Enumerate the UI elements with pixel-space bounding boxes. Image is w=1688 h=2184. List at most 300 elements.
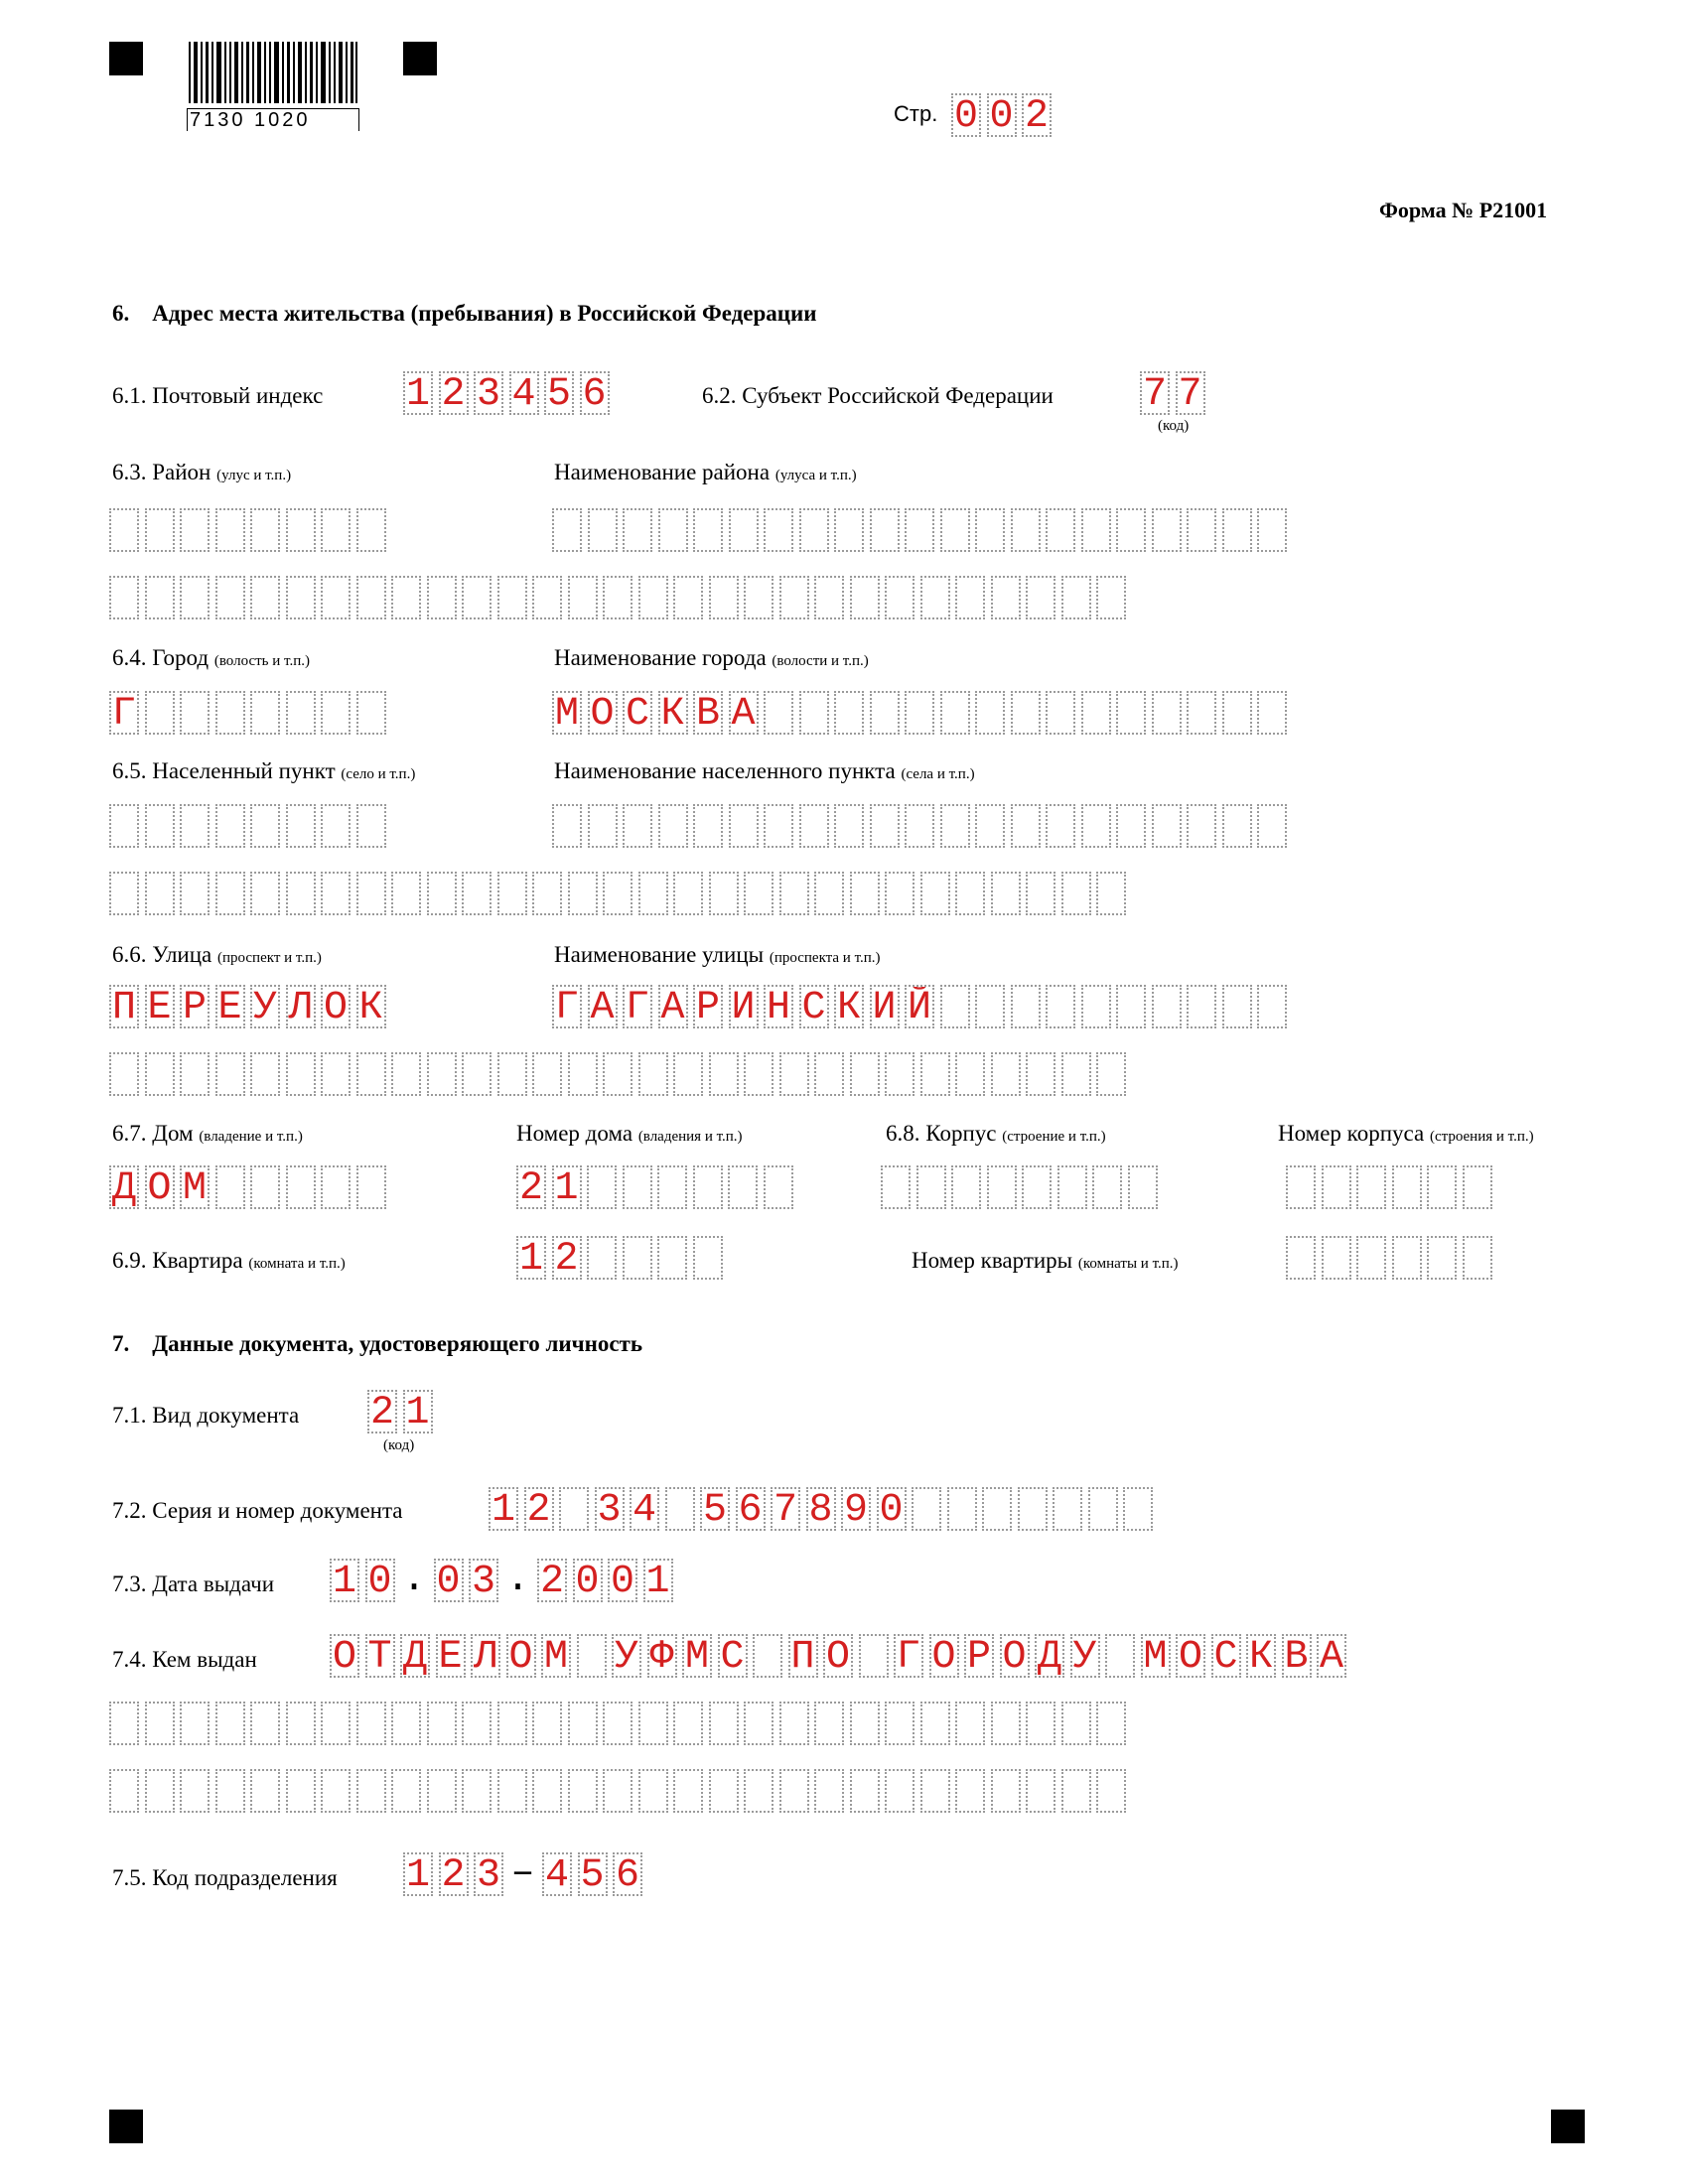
- character-cell[interactable]: [321, 1052, 351, 1096]
- character-cell[interactable]: [885, 1052, 914, 1096]
- date-digit-cell[interactable]: 0: [365, 1559, 395, 1602]
- character-cell[interactable]: [814, 1769, 844, 1813]
- character-cell[interactable]: [588, 508, 618, 552]
- character-cell[interactable]: [673, 1052, 703, 1096]
- character-cell[interactable]: [779, 1769, 809, 1813]
- date-digit-cell[interactable]: 0: [573, 1559, 603, 1602]
- character-cell[interactable]: С: [1211, 1634, 1241, 1678]
- character-cell[interactable]: 1: [552, 1165, 582, 1209]
- date-digit-cell[interactable]: 0: [434, 1559, 464, 1602]
- character-cell[interactable]: А: [729, 691, 759, 735]
- character-cell[interactable]: 9: [841, 1487, 871, 1531]
- character-cell[interactable]: [1096, 872, 1126, 915]
- character-cell[interactable]: [427, 576, 457, 619]
- character-cell[interactable]: [1427, 1165, 1457, 1209]
- character-cell[interactable]: [940, 508, 970, 552]
- character-cell[interactable]: [673, 872, 703, 915]
- character-cell[interactable]: [764, 508, 793, 552]
- character-cell[interactable]: [623, 508, 652, 552]
- character-cell[interactable]: Г: [109, 691, 139, 735]
- character-cell[interactable]: О: [145, 1165, 175, 1209]
- character-cell[interactable]: [532, 1702, 562, 1745]
- character-cell[interactable]: 2: [367, 1390, 397, 1433]
- character-cell[interactable]: [587, 1236, 617, 1280]
- character-cell[interactable]: [462, 872, 492, 915]
- character-cell[interactable]: [1286, 1236, 1316, 1280]
- character-cell[interactable]: Д: [1035, 1634, 1064, 1678]
- character-cell[interactable]: К: [1246, 1634, 1276, 1678]
- code-digit-cell[interactable]: 3: [474, 1852, 503, 1896]
- character-cell[interactable]: [1152, 804, 1182, 848]
- character-cell[interactable]: [215, 1052, 245, 1096]
- character-cell[interactable]: [982, 1487, 1012, 1531]
- character-cell[interactable]: [215, 508, 245, 552]
- locality-name-field-1[interactable]: [552, 804, 1287, 848]
- character-cell[interactable]: [623, 1165, 652, 1209]
- character-cell[interactable]: [577, 1634, 607, 1678]
- character-cell[interactable]: И: [729, 985, 759, 1028]
- character-cell[interactable]: [638, 872, 668, 915]
- locality-name-field-2[interactable]: [109, 872, 1126, 915]
- character-cell[interactable]: [145, 1769, 175, 1813]
- character-cell[interactable]: 4: [509, 371, 539, 415]
- character-cell[interactable]: [568, 872, 598, 915]
- character-cell[interactable]: [955, 1769, 985, 1813]
- character-cell[interactable]: 3: [595, 1487, 625, 1531]
- character-cell[interactable]: [1061, 1702, 1091, 1745]
- character-cell[interactable]: Л: [471, 1634, 500, 1678]
- character-cell[interactable]: [215, 576, 245, 619]
- character-cell[interactable]: [356, 1702, 386, 1745]
- character-cell[interactable]: [912, 1487, 941, 1531]
- character-cell[interactable]: Р: [693, 985, 723, 1028]
- character-cell[interactable]: [1061, 1769, 1091, 1813]
- character-cell[interactable]: [1257, 691, 1287, 735]
- character-cell[interactable]: [321, 1165, 351, 1209]
- character-cell[interactable]: [321, 872, 351, 915]
- issued-by-field-1[interactable]: [330, 1634, 1346, 1678]
- character-cell[interactable]: [1257, 985, 1287, 1028]
- character-cell[interactable]: [321, 508, 351, 552]
- character-cell[interactable]: [673, 576, 703, 619]
- character-cell[interactable]: 7: [1140, 371, 1170, 415]
- character-cell[interactable]: [109, 576, 139, 619]
- character-cell[interactable]: [532, 872, 562, 915]
- character-cell[interactable]: [532, 576, 562, 619]
- character-cell[interactable]: [673, 1769, 703, 1813]
- character-cell[interactable]: 4: [630, 1487, 659, 1531]
- character-cell[interactable]: [321, 1702, 351, 1745]
- apartment-number-field[interactable]: [1286, 1236, 1492, 1280]
- character-cell[interactable]: [779, 576, 809, 619]
- character-cell[interactable]: [109, 508, 139, 552]
- character-cell[interactable]: [1356, 1165, 1386, 1209]
- character-cell[interactable]: [850, 872, 880, 915]
- character-cell[interactable]: [1123, 1487, 1153, 1531]
- character-cell[interactable]: [991, 872, 1021, 915]
- character-cell[interactable]: [799, 804, 829, 848]
- character-cell[interactable]: [658, 804, 688, 848]
- district-name-field-1[interactable]: [552, 508, 1287, 552]
- character-cell[interactable]: [665, 1487, 695, 1531]
- character-cell[interactable]: [991, 1052, 1021, 1096]
- character-cell[interactable]: [1187, 691, 1216, 735]
- character-cell[interactable]: [1128, 1165, 1158, 1209]
- character-cell[interactable]: [180, 1769, 210, 1813]
- character-cell[interactable]: [568, 576, 598, 619]
- character-cell[interactable]: [552, 804, 582, 848]
- character-cell[interactable]: [1026, 1702, 1055, 1745]
- character-cell[interactable]: [603, 1052, 633, 1096]
- character-cell[interactable]: 8: [806, 1487, 836, 1531]
- character-cell[interactable]: [1427, 1236, 1457, 1280]
- character-cell[interactable]: [975, 985, 1005, 1028]
- character-cell[interactable]: [427, 1702, 457, 1745]
- character-cell[interactable]: [623, 1236, 652, 1280]
- character-cell[interactable]: [250, 576, 280, 619]
- character-cell[interactable]: [779, 872, 809, 915]
- character-cell[interactable]: [1011, 985, 1041, 1028]
- character-cell[interactable]: [1057, 1165, 1087, 1209]
- character-cell[interactable]: [905, 691, 934, 735]
- character-cell[interactable]: [693, 1236, 723, 1280]
- character-cell[interactable]: [870, 691, 900, 735]
- document-type-field[interactable]: [367, 1390, 433, 1433]
- character-cell[interactable]: У: [612, 1634, 641, 1678]
- character-cell[interactable]: [568, 1702, 598, 1745]
- character-cell[interactable]: [286, 1702, 316, 1745]
- character-cell[interactable]: [180, 576, 210, 619]
- house-number-field[interactable]: [516, 1165, 793, 1209]
- character-cell[interactable]: [215, 804, 245, 848]
- character-cell[interactable]: [250, 1769, 280, 1813]
- character-cell[interactable]: [1053, 1487, 1082, 1531]
- character-cell[interactable]: [356, 508, 386, 552]
- character-cell[interactable]: [1105, 1634, 1135, 1678]
- character-cell[interactable]: [250, 804, 280, 848]
- character-cell[interactable]: [764, 804, 793, 848]
- character-cell[interactable]: 0: [951, 93, 981, 137]
- character-cell[interactable]: 2: [516, 1165, 546, 1209]
- apartment-type-field[interactable]: [516, 1236, 723, 1280]
- character-cell[interactable]: [109, 1052, 139, 1096]
- character-cell[interactable]: К: [834, 985, 864, 1028]
- character-cell[interactable]: [1046, 804, 1075, 848]
- character-cell[interactable]: И: [870, 985, 900, 1028]
- character-cell[interactable]: М: [1141, 1634, 1171, 1678]
- character-cell[interactable]: [744, 576, 774, 619]
- character-cell[interactable]: Г: [623, 985, 652, 1028]
- character-cell[interactable]: [286, 576, 316, 619]
- character-cell[interactable]: Л: [286, 985, 316, 1028]
- character-cell[interactable]: [920, 576, 950, 619]
- character-cell[interactable]: 1: [516, 1236, 546, 1280]
- character-cell[interactable]: [975, 691, 1005, 735]
- character-cell[interactable]: О: [321, 985, 351, 1028]
- character-cell[interactable]: 0: [877, 1487, 907, 1531]
- character-cell[interactable]: [145, 1702, 175, 1745]
- building-number-field[interactable]: [1286, 1165, 1492, 1209]
- character-cell[interactable]: [1116, 804, 1146, 848]
- character-cell[interactable]: [145, 804, 175, 848]
- character-cell[interactable]: С: [718, 1634, 748, 1678]
- character-cell[interactable]: [638, 1702, 668, 1745]
- character-cell[interactable]: [1081, 985, 1111, 1028]
- building-type-field[interactable]: [881, 1165, 1158, 1209]
- character-cell[interactable]: П: [109, 985, 139, 1028]
- character-cell[interactable]: [145, 576, 175, 619]
- character-cell[interactable]: [885, 576, 914, 619]
- character-cell[interactable]: [568, 1769, 598, 1813]
- character-cell[interactable]: [603, 576, 633, 619]
- character-cell[interactable]: [638, 576, 668, 619]
- date-digit-cell[interactable]: 3: [469, 1559, 498, 1602]
- character-cell[interactable]: [1392, 1165, 1422, 1209]
- character-cell[interactable]: [850, 1702, 880, 1745]
- character-cell[interactable]: [1018, 1487, 1048, 1531]
- character-cell[interactable]: [286, 872, 316, 915]
- character-cell[interactable]: У: [1070, 1634, 1100, 1678]
- character-cell[interactable]: [850, 576, 880, 619]
- character-cell[interactable]: [587, 1165, 617, 1209]
- character-cell[interactable]: О: [929, 1634, 959, 1678]
- character-cell[interactable]: [1152, 691, 1182, 735]
- character-cell[interactable]: [779, 1702, 809, 1745]
- character-cell[interactable]: [850, 1769, 880, 1813]
- character-cell[interactable]: [391, 872, 421, 915]
- character-cell[interactable]: [286, 691, 316, 735]
- character-cell[interactable]: [145, 872, 175, 915]
- character-cell[interactable]: К: [356, 985, 386, 1028]
- character-cell[interactable]: 5: [700, 1487, 730, 1531]
- character-cell[interactable]: [321, 576, 351, 619]
- character-cell[interactable]: [145, 508, 175, 552]
- character-cell[interactable]: [1322, 1165, 1351, 1209]
- character-cell[interactable]: [729, 804, 759, 848]
- character-cell[interactable]: [885, 1702, 914, 1745]
- character-cell[interactable]: [951, 1165, 981, 1209]
- character-cell[interactable]: [250, 872, 280, 915]
- character-cell[interactable]: [885, 1769, 914, 1813]
- character-cell[interactable]: [180, 872, 210, 915]
- character-cell[interactable]: [623, 804, 652, 848]
- character-cell[interactable]: П: [788, 1634, 818, 1678]
- character-cell[interactable]: [940, 804, 970, 848]
- character-cell[interactable]: [1011, 691, 1041, 735]
- character-cell[interactable]: [1081, 691, 1111, 735]
- character-cell[interactable]: [427, 872, 457, 915]
- character-cell[interactable]: [462, 1769, 492, 1813]
- character-cell[interactable]: Р: [180, 985, 210, 1028]
- character-cell[interactable]: [693, 804, 723, 848]
- character-cell[interactable]: [391, 1052, 421, 1096]
- character-cell[interactable]: [1463, 1236, 1492, 1280]
- character-cell[interactable]: О: [330, 1634, 359, 1678]
- character-cell[interactable]: [532, 1052, 562, 1096]
- character-cell[interactable]: В: [693, 691, 723, 735]
- character-cell[interactable]: [709, 872, 739, 915]
- character-cell[interactable]: [286, 508, 316, 552]
- character-cell[interactable]: [991, 576, 1021, 619]
- character-cell[interactable]: [1081, 508, 1111, 552]
- character-cell[interactable]: [955, 1052, 985, 1096]
- character-cell[interactable]: 2: [1022, 93, 1052, 137]
- character-cell[interactable]: [799, 691, 829, 735]
- street-name-field-1[interactable]: [552, 985, 1287, 1028]
- character-cell[interactable]: [693, 508, 723, 552]
- character-cell[interactable]: [321, 691, 351, 735]
- character-cell[interactable]: [215, 1165, 245, 1209]
- character-cell[interactable]: Г: [552, 985, 582, 1028]
- character-cell[interactable]: А: [1317, 1634, 1346, 1678]
- code-digit-cell[interactable]: 2: [439, 1852, 469, 1896]
- city-name-field[interactable]: [552, 691, 1287, 735]
- character-cell[interactable]: Д: [400, 1634, 430, 1678]
- character-cell[interactable]: Т: [365, 1634, 395, 1678]
- character-cell[interactable]: [109, 1769, 139, 1813]
- character-cell[interactable]: [799, 508, 829, 552]
- character-cell[interactable]: [1046, 508, 1075, 552]
- character-cell[interactable]: [673, 1702, 703, 1745]
- character-cell[interactable]: Е: [145, 985, 175, 1028]
- character-cell[interactable]: [834, 508, 864, 552]
- character-cell[interactable]: [1026, 576, 1055, 619]
- character-cell[interactable]: А: [658, 985, 688, 1028]
- date-digit-cell[interactable]: 2: [537, 1559, 567, 1602]
- date-digit-cell[interactable]: 0: [608, 1559, 637, 1602]
- character-cell[interactable]: [215, 1769, 245, 1813]
- character-cell[interactable]: [940, 985, 970, 1028]
- code-digit-cell[interactable]: 1: [403, 1852, 433, 1896]
- character-cell[interactable]: [638, 1052, 668, 1096]
- character-cell[interactable]: [920, 1769, 950, 1813]
- district-type-field[interactable]: [109, 508, 386, 552]
- character-cell[interactable]: [658, 508, 688, 552]
- region-code-field[interactable]: [1140, 371, 1205, 415]
- character-cell[interactable]: [391, 1702, 421, 1745]
- character-cell[interactable]: [356, 1769, 386, 1813]
- code-digit-cell[interactable]: 6: [613, 1852, 642, 1896]
- character-cell[interactable]: [916, 1165, 946, 1209]
- character-cell[interactable]: [975, 804, 1005, 848]
- character-cell[interactable]: [250, 691, 280, 735]
- character-cell[interactable]: [779, 1052, 809, 1096]
- character-cell[interactable]: [109, 804, 139, 848]
- character-cell[interactable]: [905, 804, 934, 848]
- character-cell[interactable]: [920, 1702, 950, 1745]
- character-cell[interactable]: [1222, 691, 1252, 735]
- character-cell[interactable]: [814, 576, 844, 619]
- street-name-field-2[interactable]: [109, 1052, 1126, 1096]
- character-cell[interactable]: [975, 508, 1005, 552]
- character-cell[interactable]: [180, 1702, 210, 1745]
- document-series-number-field[interactable]: [489, 1487, 1153, 1531]
- character-cell[interactable]: [834, 691, 864, 735]
- character-cell[interactable]: 6: [580, 371, 610, 415]
- character-cell[interactable]: [870, 804, 900, 848]
- character-cell[interactable]: [1096, 576, 1126, 619]
- character-cell[interactable]: [1096, 1052, 1126, 1096]
- character-cell[interactable]: 5: [544, 371, 574, 415]
- character-cell[interactable]: [657, 1165, 687, 1209]
- character-cell[interactable]: С: [799, 985, 829, 1028]
- character-cell[interactable]: [987, 1165, 1017, 1209]
- character-cell[interactable]: [145, 691, 175, 735]
- character-cell[interactable]: [814, 1702, 844, 1745]
- character-cell[interactable]: М: [682, 1634, 712, 1678]
- character-cell[interactable]: [1022, 1165, 1052, 1209]
- character-cell[interactable]: С: [623, 691, 652, 735]
- character-cell[interactable]: [286, 804, 316, 848]
- character-cell[interactable]: [885, 872, 914, 915]
- character-cell[interactable]: 2: [552, 1236, 582, 1280]
- subdivision-code-field[interactable]: [403, 1852, 642, 1896]
- character-cell[interactable]: [729, 508, 759, 552]
- character-cell[interactable]: [603, 872, 633, 915]
- character-cell[interactable]: [1046, 691, 1075, 735]
- character-cell[interactable]: [250, 1165, 280, 1209]
- character-cell[interactable]: [109, 1702, 139, 1745]
- code-digit-cell[interactable]: 5: [578, 1852, 608, 1896]
- character-cell[interactable]: [109, 872, 139, 915]
- character-cell[interactable]: [850, 1052, 880, 1096]
- character-cell[interactable]: [1026, 872, 1055, 915]
- street-type-field[interactable]: [109, 985, 386, 1028]
- character-cell[interactable]: [180, 804, 210, 848]
- character-cell[interactable]: [1187, 804, 1216, 848]
- city-type-field[interactable]: [109, 691, 386, 735]
- character-cell[interactable]: [1011, 804, 1041, 848]
- character-cell[interactable]: [1026, 1052, 1055, 1096]
- character-cell[interactable]: [905, 508, 934, 552]
- character-cell[interactable]: [955, 576, 985, 619]
- character-cell[interactable]: 6: [736, 1487, 766, 1531]
- character-cell[interactable]: [1356, 1236, 1386, 1280]
- character-cell[interactable]: [1061, 576, 1091, 619]
- character-cell[interactable]: [356, 691, 386, 735]
- character-cell[interactable]: [709, 1769, 739, 1813]
- character-cell[interactable]: [1096, 1769, 1126, 1813]
- district-name-field-2[interactable]: [109, 576, 1126, 619]
- code-digit-cell[interactable]: 4: [542, 1852, 572, 1896]
- character-cell[interactable]: 1: [489, 1487, 518, 1531]
- character-cell[interactable]: [1011, 508, 1041, 552]
- character-cell[interactable]: 0: [987, 93, 1017, 137]
- character-cell[interactable]: [356, 804, 386, 848]
- character-cell[interactable]: [391, 576, 421, 619]
- character-cell[interactable]: [1061, 1052, 1091, 1096]
- character-cell[interactable]: [180, 508, 210, 552]
- character-cell[interactable]: О: [1000, 1634, 1030, 1678]
- character-cell[interactable]: [764, 691, 793, 735]
- character-cell[interactable]: [1116, 985, 1146, 1028]
- character-cell[interactable]: М: [552, 691, 582, 735]
- character-cell[interactable]: [588, 804, 618, 848]
- character-cell[interactable]: [1096, 1702, 1126, 1745]
- character-cell[interactable]: [180, 1052, 210, 1096]
- character-cell[interactable]: [1152, 985, 1182, 1028]
- date-digit-cell[interactable]: 1: [643, 1559, 673, 1602]
- character-cell[interactable]: [1322, 1236, 1351, 1280]
- character-cell[interactable]: [1286, 1165, 1316, 1209]
- character-cell[interactable]: 1: [403, 371, 433, 415]
- character-cell[interactable]: [1046, 985, 1075, 1028]
- character-cell[interactable]: [753, 1634, 782, 1678]
- character-cell[interactable]: 1: [403, 1390, 433, 1433]
- character-cell[interactable]: [286, 1165, 316, 1209]
- character-cell[interactable]: [356, 1052, 386, 1096]
- character-cell[interactable]: [497, 1702, 527, 1745]
